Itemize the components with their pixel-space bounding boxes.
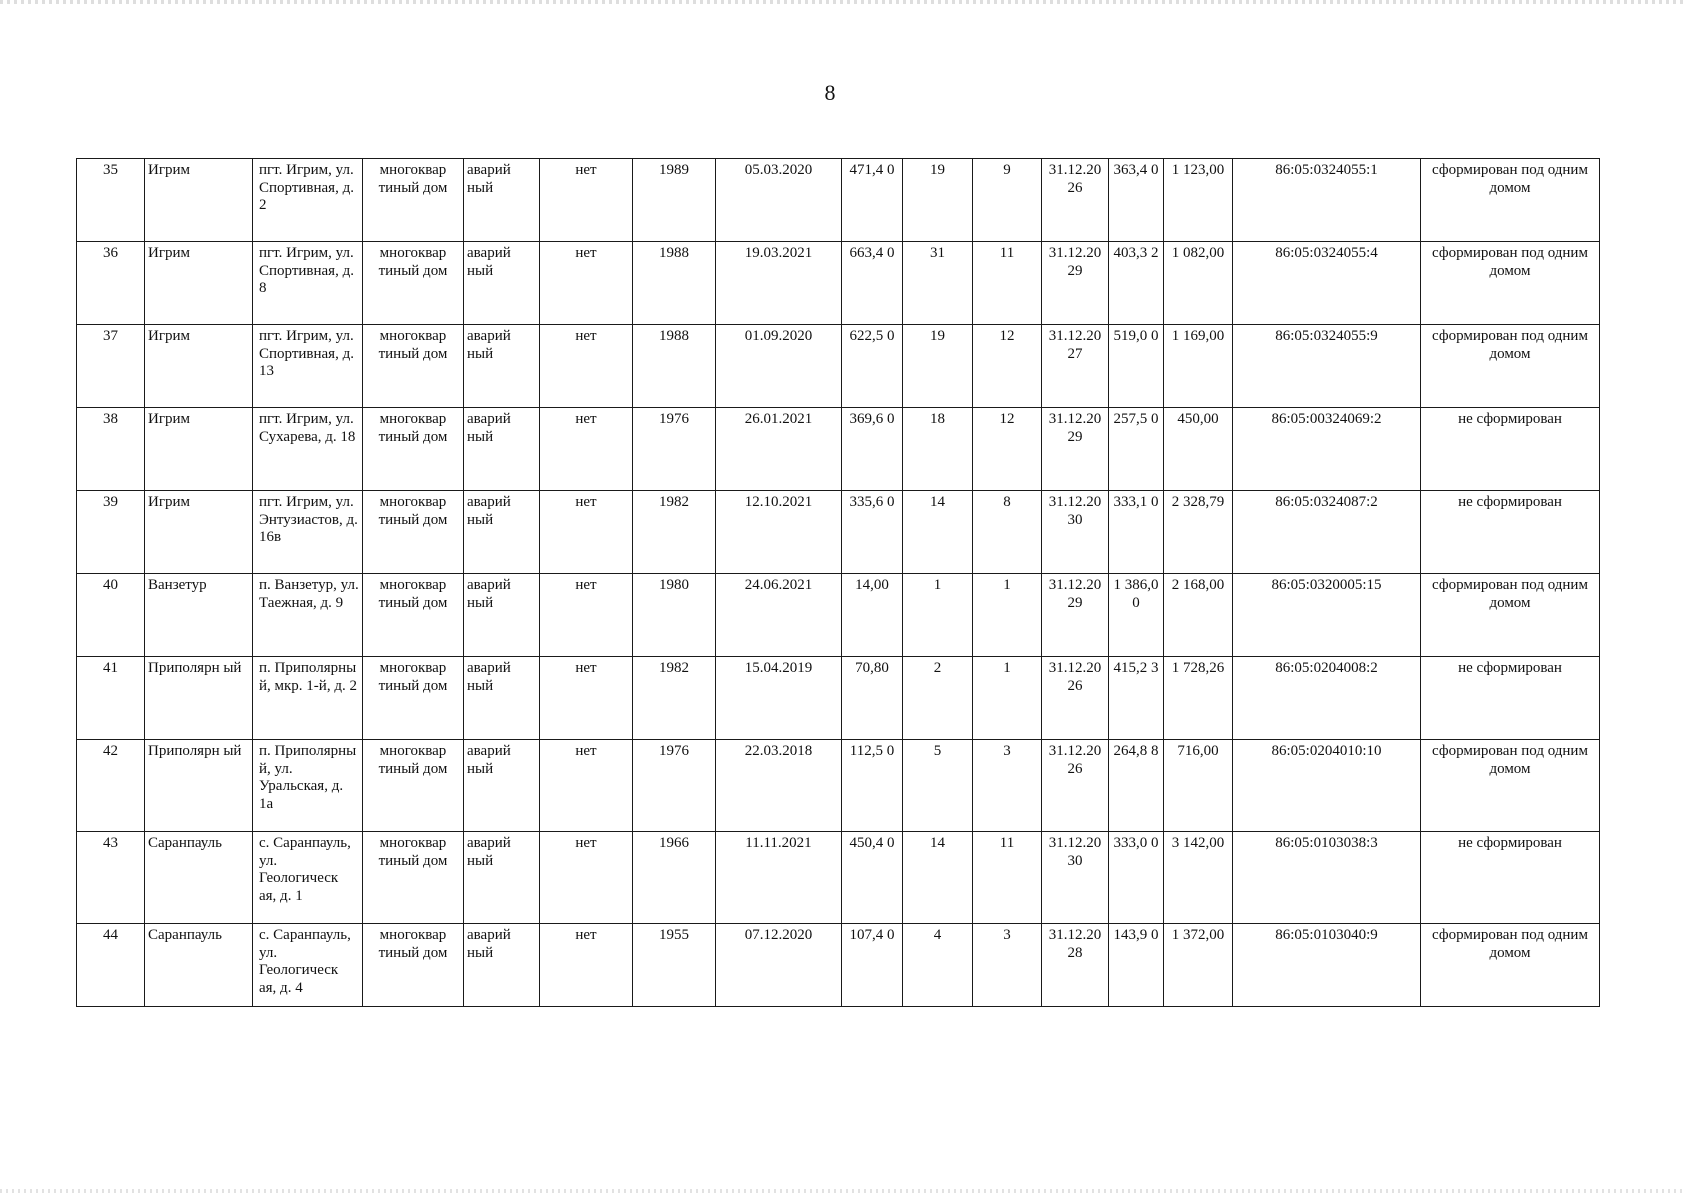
cell-building-type: многоквар тиный дом xyxy=(363,408,464,491)
cell-number: 37 xyxy=(77,325,145,408)
cell-address: пгт. Игрим, ул. Сухарева, д. 18 xyxy=(253,408,363,491)
page-number: 8 xyxy=(824,80,836,105)
cell-land-area: 3 142,00 xyxy=(1164,832,1233,924)
cell-area-2: 363,4 0 xyxy=(1109,159,1164,242)
cell-cadastral-number: 86:05:0320005:15 xyxy=(1233,574,1421,657)
cell-area: 471,4 0 xyxy=(842,159,903,242)
cell-date: 05.03.2020 xyxy=(716,159,842,242)
cell-deadline: 31.12.20 26 xyxy=(1042,159,1109,242)
cell-area: 335,6 0 xyxy=(842,491,903,574)
cell-year-built: 1982 xyxy=(633,657,716,740)
cell-settlement: Приполярн ый xyxy=(145,657,253,740)
cell-units: 8 xyxy=(973,491,1042,574)
cell-building-type: многоквар тиный дом xyxy=(363,491,464,574)
cell-date: 15.04.2019 xyxy=(716,657,842,740)
cell-building-type: многоквар тиный дом xyxy=(363,574,464,657)
cell-flag: нет xyxy=(540,159,633,242)
cell-number: 36 xyxy=(77,242,145,325)
cell-settlement: Игрим xyxy=(145,408,253,491)
cell-residents: 5 xyxy=(903,740,973,832)
cell-address: пгт. Игрим, ул. Спортивная, д. 13 xyxy=(253,325,363,408)
cell-date: 07.12.2020 xyxy=(716,924,842,1007)
cell-units: 1 xyxy=(973,574,1042,657)
cell-units: 3 xyxy=(973,924,1042,1007)
cell-address: пгт. Игрим, ул. Энтузиастов, д. 16в xyxy=(253,491,363,574)
cell-address: пгт. Игрим, ул. Спортивная, д. 8 xyxy=(253,242,363,325)
cell-deadline: 31.12.20 29 xyxy=(1042,242,1109,325)
cell-building-type: многоквар тиный дом xyxy=(363,242,464,325)
cell-flag: нет xyxy=(540,740,633,832)
cell-building-type: многоквар тиный дом xyxy=(363,832,464,924)
cell-units: 12 xyxy=(973,325,1042,408)
cell-number: 40 xyxy=(77,574,145,657)
cell-year-built: 1966 xyxy=(633,832,716,924)
cell-land-area: 1 169,00 xyxy=(1164,325,1233,408)
table-row xyxy=(77,325,1600,408)
cell-area-2: 264,8 8 xyxy=(1109,740,1164,832)
cell-cadastral-number: 86:05:0324055:4 xyxy=(1233,242,1421,325)
cell-area-2: 257,5 0 xyxy=(1109,408,1164,491)
cell-area-2: 403,3 2 xyxy=(1109,242,1164,325)
cell-condition: аварий ный xyxy=(464,740,540,832)
cell-residents: 19 xyxy=(903,325,973,408)
cell-flag: нет xyxy=(540,657,633,740)
cell-cadastral-number: 86:05:0204008:2 xyxy=(1233,657,1421,740)
cell-area: 112,5 0 xyxy=(842,740,903,832)
cell-cadastral-number: 86:05:0324087:2 xyxy=(1233,491,1421,574)
cell-area-2: 143,9 0 xyxy=(1109,924,1164,1007)
cell-area: 107,4 0 xyxy=(842,924,903,1007)
cell-residents: 1 xyxy=(903,574,973,657)
cell-number: 41 xyxy=(77,657,145,740)
cell-land-formation: сформирован под одним домом xyxy=(1421,574,1600,657)
cell-condition: аварий ный xyxy=(464,491,540,574)
scan-edge-top xyxy=(0,0,1686,4)
table-row xyxy=(77,159,1600,242)
cell-building-type: многоквар тиный дом xyxy=(363,325,464,408)
cell-building-type: многоквар тиный дом xyxy=(363,924,464,1007)
cell-number: 42 xyxy=(77,740,145,832)
cell-land-formation: не сформирован xyxy=(1421,408,1600,491)
cell-cadastral-number: 86:05:0103040:9 xyxy=(1233,924,1421,1007)
table-row xyxy=(77,242,1600,325)
cell-condition: аварий ный xyxy=(464,242,540,325)
cell-date: 22.03.2018 xyxy=(716,740,842,832)
cell-address: пгт. Игрим, ул. Спортивная, д. 2 xyxy=(253,159,363,242)
cell-area-2: 519,0 0 xyxy=(1109,325,1164,408)
cell-units: 11 xyxy=(973,832,1042,924)
table-row xyxy=(77,657,1600,740)
table-row xyxy=(77,740,1600,832)
cell-condition: аварий ный xyxy=(464,325,540,408)
cell-number: 43 xyxy=(77,832,145,924)
table-row xyxy=(77,574,1600,657)
cell-date: 19.03.2021 xyxy=(716,242,842,325)
cell-land-area: 2 328,79 xyxy=(1164,491,1233,574)
cell-deadline: 31.12.20 29 xyxy=(1042,574,1109,657)
cell-date: 26.01.2021 xyxy=(716,408,842,491)
cell-flag: нет xyxy=(540,924,633,1007)
cell-settlement: Саранпауль xyxy=(145,924,253,1007)
cell-area-2: 333,1 0 xyxy=(1109,491,1164,574)
cell-deadline: 31.12.20 27 xyxy=(1042,325,1109,408)
cell-land-area: 716,00 xyxy=(1164,740,1233,832)
cell-date: 11.11.2021 xyxy=(716,832,842,924)
cell-deadline: 31.12.20 30 xyxy=(1042,491,1109,574)
cell-year-built: 1988 xyxy=(633,242,716,325)
cell-units: 9 xyxy=(973,159,1042,242)
scan-edge-bottom xyxy=(0,1189,1686,1193)
cell-deadline: 31.12.20 26 xyxy=(1042,740,1109,832)
cell-number: 39 xyxy=(77,491,145,574)
cell-flag: нет xyxy=(540,491,633,574)
cell-units: 3 xyxy=(973,740,1042,832)
cell-year-built: 1955 xyxy=(633,924,716,1007)
cell-land-formation: не сформирован xyxy=(1421,491,1600,574)
cell-cadastral-number: 86:05:0103038:3 xyxy=(1233,832,1421,924)
cell-flag: нет xyxy=(540,242,633,325)
cell-area: 369,6 0 xyxy=(842,408,903,491)
cell-date: 24.06.2021 xyxy=(716,574,842,657)
cell-land-area: 2 168,00 xyxy=(1164,574,1233,657)
cell-settlement: Игрим xyxy=(145,242,253,325)
cell-flag: нет xyxy=(540,325,633,408)
cell-units: 11 xyxy=(973,242,1042,325)
cell-area-2: 333,0 0 xyxy=(1109,832,1164,924)
cell-land-area: 1 372,00 xyxy=(1164,924,1233,1007)
cell-settlement: Саранпауль xyxy=(145,832,253,924)
cell-residents: 2 xyxy=(903,657,973,740)
cell-settlement: Приполярн ый xyxy=(145,740,253,832)
cell-cadastral-number: 86:05:00324069:2 xyxy=(1233,408,1421,491)
cell-area-2: 1 386,0 0 xyxy=(1109,574,1164,657)
cell-address: с. Саранпауль, ул. Геологическ ая, д. 4 xyxy=(253,924,363,1007)
cell-residents: 19 xyxy=(903,159,973,242)
cell-address: п. Приполярны й, мкр. 1-й, д. 2 xyxy=(253,657,363,740)
cell-area-2: 415,2 3 xyxy=(1109,657,1164,740)
cell-land-formation: сформирован под одним домом xyxy=(1421,242,1600,325)
housing-registry-table xyxy=(76,158,1600,1007)
cell-cadastral-number: 86:05:0324055:9 xyxy=(1233,325,1421,408)
cell-land-formation: сформирован под одним домом xyxy=(1421,924,1600,1007)
cell-residents: 14 xyxy=(903,491,973,574)
cell-address: п. Приполярны й, ул. Уральская, д. 1а xyxy=(253,740,363,832)
cell-area: 663,4 0 xyxy=(842,242,903,325)
cell-deadline: 31.12.20 29 xyxy=(1042,408,1109,491)
cell-land-area: 1 728,26 xyxy=(1164,657,1233,740)
cell-area: 450,4 0 xyxy=(842,832,903,924)
cell-land-formation: не сформирован xyxy=(1421,657,1600,740)
cell-units: 12 xyxy=(973,408,1042,491)
cell-deadline: 31.12.20 26 xyxy=(1042,657,1109,740)
cell-condition: аварий ный xyxy=(464,832,540,924)
cell-land-area: 450,00 xyxy=(1164,408,1233,491)
cell-year-built: 1988 xyxy=(633,325,716,408)
cell-residents: 4 xyxy=(903,924,973,1007)
cell-residents: 31 xyxy=(903,242,973,325)
cell-area: 622,5 0 xyxy=(842,325,903,408)
cell-number: 35 xyxy=(77,159,145,242)
cell-cadastral-number: 86:05:0204010:10 xyxy=(1233,740,1421,832)
cell-year-built: 1989 xyxy=(633,159,716,242)
table-row xyxy=(77,491,1600,574)
cell-address: с. Саранпауль, ул. Геологическ ая, д. 1 xyxy=(253,832,363,924)
cell-land-area: 1 123,00 xyxy=(1164,159,1233,242)
cell-flag: нет xyxy=(540,574,633,657)
cell-condition: аварий ный xyxy=(464,408,540,491)
cell-deadline: 31.12.20 28 xyxy=(1042,924,1109,1007)
cell-settlement: Игрим xyxy=(145,491,253,574)
cell-settlement: Игрим xyxy=(145,325,253,408)
cell-area: 14,00 xyxy=(842,574,903,657)
cell-date: 01.09.2020 xyxy=(716,325,842,408)
cell-number: 44 xyxy=(77,924,145,1007)
cell-residents: 14 xyxy=(903,832,973,924)
cell-cadastral-number: 86:05:0324055:1 xyxy=(1233,159,1421,242)
cell-year-built: 1976 xyxy=(633,740,716,832)
cell-year-built: 1976 xyxy=(633,408,716,491)
cell-land-formation: сформирован под одним домом xyxy=(1421,740,1600,832)
cell-land-formation: не сформирован xyxy=(1421,832,1600,924)
cell-year-built: 1982 xyxy=(633,491,716,574)
cell-condition: аварий ный xyxy=(464,574,540,657)
cell-condition: аварий ный xyxy=(464,924,540,1007)
cell-deadline: 31.12.20 30 xyxy=(1042,832,1109,924)
table-row xyxy=(77,924,1600,1007)
cell-flag: нет xyxy=(540,832,633,924)
cell-land-area: 1 082,00 xyxy=(1164,242,1233,325)
cell-land-formation: сформирован под одним домом xyxy=(1421,325,1600,408)
cell-flag: нет xyxy=(540,408,633,491)
cell-building-type: многоквар тиный дом xyxy=(363,159,464,242)
cell-building-type: многоквар тиный дом xyxy=(363,740,464,832)
cell-year-built: 1980 xyxy=(633,574,716,657)
table-row xyxy=(77,408,1600,491)
cell-settlement: Игрим xyxy=(145,159,253,242)
cell-address: п. Ванзетур, ул. Таежная, д. 9 xyxy=(253,574,363,657)
cell-units: 1 xyxy=(973,657,1042,740)
table-row xyxy=(77,832,1600,924)
cell-number: 38 xyxy=(77,408,145,491)
cell-land-formation: сформирован под одним домом xyxy=(1421,159,1600,242)
cell-condition: аварий ный xyxy=(464,657,540,740)
cell-area: 70,80 xyxy=(842,657,903,740)
cell-settlement: Ванзетур xyxy=(145,574,253,657)
cell-date: 12.10.2021 xyxy=(716,491,842,574)
cell-residents: 18 xyxy=(903,408,973,491)
cell-building-type: многоквар тиный дом xyxy=(363,657,464,740)
cell-condition: аварий ный xyxy=(464,159,540,242)
